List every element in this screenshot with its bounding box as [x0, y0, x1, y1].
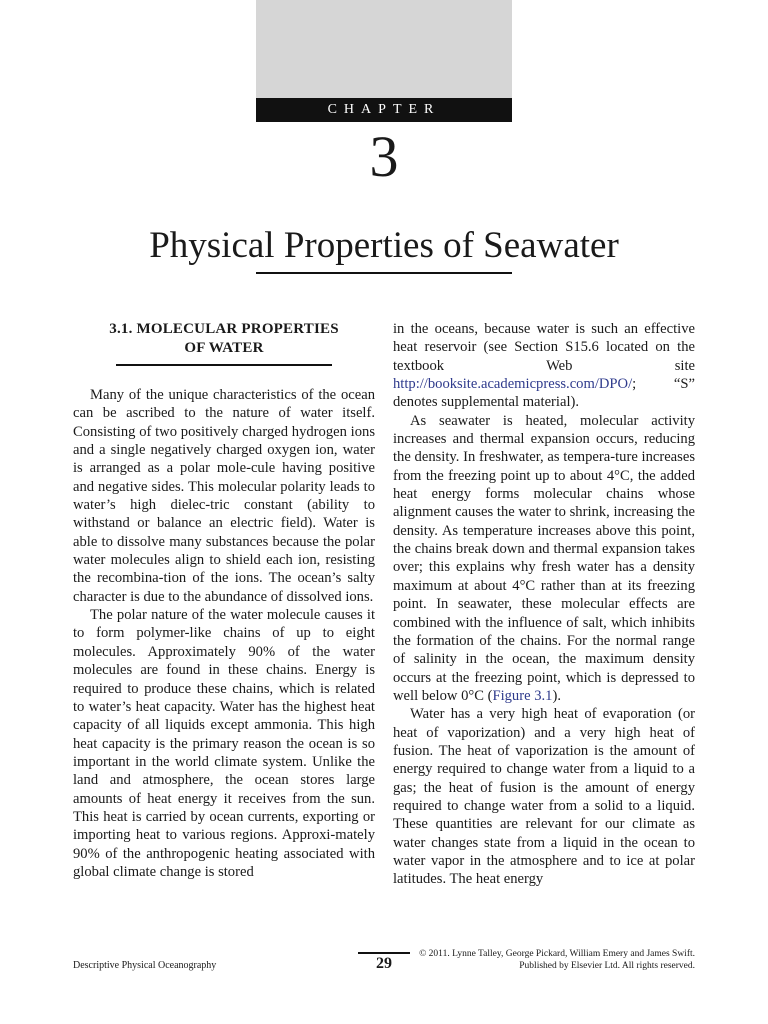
paragraph	[393, 412, 695, 706]
right-column	[393, 320, 695, 889]
chapter-title: Physical Properties of Seawater	[149, 225, 619, 266]
copyright	[419, 948, 695, 972]
figure-link[interactable]: Figure 3.1	[492, 687, 553, 704]
page-number-rule	[358, 952, 410, 954]
booksite-link[interactable]: http://booksite.academicpress.com/DPO/	[393, 376, 633, 393]
chapter-label: CHAPTER	[256, 98, 512, 122]
paragraph-text: in the oceans, because water is such an effective heat reservoir (see Section S15.6 located on the textbook Web site	[393, 321, 695, 374]
paragraph: Many of the unique characteristics of the ocean can be ascribed to the nature of water itself. Consisting of two positively charged hydrogen ions and a single negatively charged oxygen ion, water is arranged as a polar mole-cule having positive and negative sides. This molecular polarity leads to water’s high dielec-tric constant (ability to withstand or balance an electric field). Water is able to dissolve many substances because the polar water molecules align to shield each ion, resisting the recombina-tion of the ions. The ocean’s salty character is due to the abundance of dissolved ions.	[73, 387, 375, 605]
paragraph-text: ).	[552, 687, 561, 704]
left-column	[73, 320, 375, 881]
paragraph-text: ; “S” denotes supplemental material).	[393, 376, 695, 411]
chapter-number: 3	[369, 124, 399, 189]
paragraph	[393, 320, 695, 412]
copyright-line2: Published by Elsevier Ltd. All rights reserved.	[519, 961, 695, 971]
title-divider	[256, 272, 512, 274]
book-title: Descriptive Physical Oceanography	[73, 960, 217, 971]
section-heading-line1: 3.1. MOLECULAR PROPERTIES	[109, 321, 339, 337]
page-number: 29	[376, 955, 392, 972]
section-heading	[73, 320, 375, 358]
section-divider	[116, 364, 332, 366]
paragraph: The polar nature of the water molecule causes it to form polymer-like chains of up to eight molecules. Approximately 90% of the water molecules are found in these chains. Energy is required to produce these chains, which is related to water’s heat capacity. Water has the highest heat capacity of all liquids except ammonia. This high heat capacity is the primary reason the ocean is so important in the world climate system. Unlike the land and atmosphere, the ocean stores large amounts of heat energy it receives from the sun. This heat is carried by ocean currents, exporting or importing heat to various regions. Approxi-mately 90% of the anthropogenic heating associated with global climate change is stored	[73, 607, 375, 880]
section-heading-line2: OF WATER	[184, 340, 264, 356]
paragraph-text: As seawater is heated, molecular activity increases and thermal expansion occurs, reducing the density. In freshwater, as tempera-ture increases from the freezing point up to about 4°C, the added heat energy forms molecular chains whose alignment causes the water to shrink, increasing the density. As temperature increases above this point, the chains break down and thermal expansion takes over; this explains why fresh water has a density maximum at about 4°C rather than at its freezing point. In seawater, these molecular effects are combined with the influence of salt, which inhibits the formation of the chains. For the normal range of salinity in the ocean, the maximum density occurs at the freezing point, which is depressed to well below 0°C (	[393, 412, 695, 704]
paragraph: Water has a very high heat of evaporation (or heat of vaporization) and a very high heat of fusion. The heat of vaporization is the amount of energy required to change water from a liquid to a gas; the heat of fusion is the amount of energy required to change water from a solid to a liquid. These quantities are relevant for our climate as water changes state from a liquid in the ocean to water vapor in the atmosphere and to ice at polar latitudes. The heat energy	[393, 706, 695, 888]
chapter-header-box	[256, 0, 512, 98]
copyright-line1: © 2011. Lynne Talley, George Pickard, William Emery and James Swift.	[419, 949, 695, 959]
